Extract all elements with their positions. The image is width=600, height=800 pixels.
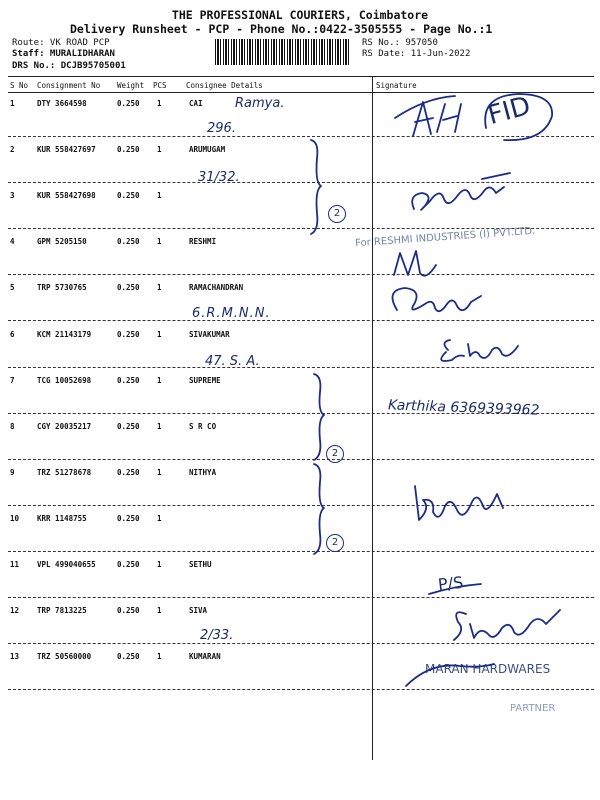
row-pcs: 1 — [157, 191, 162, 200]
company-title: THE PROFESSIONAL COURIERS, Coimbatore — [171, 8, 429, 22]
row-pcs: 1 — [157, 376, 162, 385]
handwritten-address: 47. S. A. — [205, 354, 260, 369]
handwritten-address: 6.R.M.N.N. — [192, 306, 271, 321]
table-top-border — [8, 76, 594, 77]
row-consignment: VPL 499040655 — [37, 560, 96, 569]
row-consignment: KUR 558427698 — [37, 191, 96, 200]
signature-scribble-icon — [400, 652, 500, 692]
row-consignment: GPM 5205150 — [37, 237, 87, 246]
row-sno: 4 — [10, 237, 15, 246]
row-weight: 0.250 — [117, 99, 140, 108]
row-weight: 0.250 — [117, 652, 140, 661]
row-sno: 7 — [10, 376, 15, 385]
col-signature: Signature — [376, 81, 417, 90]
circled-count: 2 — [326, 534, 344, 552]
rs-number: RS No.: 957050 — [362, 38, 438, 48]
row-weight: 0.250 — [117, 606, 140, 615]
row-consignee: KUMARAN — [189, 652, 221, 661]
row-consignment: TRP 5730765 — [37, 283, 87, 292]
row-pcs: 1 — [157, 422, 162, 431]
row-consignment: CGY 20035217 — [37, 422, 92, 431]
row-weight: 0.250 — [117, 191, 140, 200]
handwritten-address: 296. — [207, 121, 236, 136]
row-weight: 0.250 — [117, 468, 140, 477]
row-separator — [8, 459, 594, 460]
handwritten-name: Ramya. — [235, 96, 285, 111]
row-separator — [8, 551, 594, 552]
row-sno: 13 — [10, 652, 20, 661]
circled-count: 2 — [326, 445, 344, 463]
signature-scribble-icon — [440, 600, 570, 650]
handwritten-address: 2/33. — [200, 628, 234, 643]
row-consignee: RESHMI — [189, 237, 217, 246]
row-pcs: 1 — [157, 330, 162, 339]
row-consignment: KRR 1148755 — [37, 514, 87, 523]
handwritten-address: 31/32. — [198, 170, 240, 185]
row-consignment: TRP 7813225 — [37, 606, 87, 615]
row-pcs: 1 — [157, 652, 162, 661]
row-consignment: TRZ 51278678 — [37, 468, 92, 477]
signature-ps: P/S — [437, 572, 465, 595]
runsheet-subtitle: Delivery Runsheet - PCP - Phone No.:0422-3505555 - Page No.:1 — [70, 22, 493, 36]
signature-karthika: Karthika 6369393962 — [387, 397, 540, 419]
row-consignment: TCG 10052698 — [37, 376, 92, 385]
row-consignee: ARUMUGAM — [189, 145, 226, 154]
signature-column-divider — [372, 76, 373, 760]
row-consignment: KUR 558427697 — [37, 145, 96, 154]
row-consignment: KCM 21143179 — [37, 330, 92, 339]
row-weight: 0.250 — [117, 514, 140, 523]
row-separator — [8, 274, 594, 275]
barcode — [215, 39, 350, 65]
row-consignee: CAI — [189, 99, 203, 108]
row-sno: 3 — [10, 191, 15, 200]
signature-scribble-icon — [400, 165, 540, 225]
row-pcs: 1 — [157, 560, 162, 569]
row-sno: 10 — [10, 514, 20, 523]
brace-icon — [305, 138, 345, 238]
row-weight: 0.250 — [117, 376, 140, 385]
route-label: Route: VK ROAD PCP — [12, 38, 110, 48]
row-weight: 0.250 — [117, 330, 140, 339]
row-sno: 11 — [10, 560, 20, 569]
row-pcs: 1 — [157, 99, 162, 108]
row-pcs: 1 — [157, 606, 162, 615]
row-sno: 2 — [10, 145, 15, 154]
row-sno: 12 — [10, 606, 20, 615]
row-sno: 8 — [10, 422, 15, 431]
row-pcs: 1 — [157, 237, 162, 246]
col-consignment: Consignment No — [37, 81, 101, 90]
company-stamp: For RESHMI INDUSTRIES (I) PVT.LTD. — [354, 225, 536, 250]
company-stamp: MARAN HARDWARES — [425, 662, 551, 676]
row-consignee: NITHYA — [189, 468, 217, 477]
row-pcs: 1 — [157, 283, 162, 292]
signature-scribble-icon — [405, 478, 525, 533]
row-consignee: RAMACHANDRAN — [189, 283, 244, 292]
drs-number: DRS No.: DCJB95705001 — [12, 61, 126, 71]
col-pcs: PCS — [153, 81, 167, 90]
row-weight: 0.250 — [117, 283, 140, 292]
signature-scribble-icon — [385, 280, 515, 325]
row-sno: 6 — [10, 330, 15, 339]
row-pcs: 1 — [157, 514, 162, 523]
circled-count: 2 — [328, 205, 346, 223]
row-consignee: SIVA — [189, 606, 208, 615]
row-pcs: 1 — [157, 468, 162, 477]
circle-scribble-icon — [480, 88, 560, 148]
col-sno: S No — [10, 81, 29, 90]
col-consignee: Consignee Details — [186, 81, 263, 90]
col-weight: Weight — [117, 81, 145, 90]
signature-scribble-icon — [430, 330, 530, 370]
partner-stamp: PARTNER — [510, 703, 556, 714]
row-consignee: SUPREME — [189, 376, 221, 385]
signature-fid: FID — [484, 90, 534, 132]
row-separator — [8, 689, 594, 690]
row-weight: 0.250 — [117, 145, 140, 154]
row-consignee: S R CO — [189, 422, 217, 431]
row-sno: 1 — [10, 99, 15, 108]
row-consignment: DTY 3664598 — [37, 99, 87, 108]
row-weight: 0.250 — [117, 237, 140, 246]
row-weight: 0.250 — [117, 560, 140, 569]
rs-date: RS Date: 11-Jun-2022 — [362, 49, 471, 59]
staff-label: Staff: MURALIDHARAN — [12, 49, 115, 59]
row-sno: 9 — [10, 468, 15, 477]
row-consignment: TRZ 50560000 — [37, 652, 92, 661]
row-weight: 0.250 — [117, 422, 140, 431]
row-separator — [8, 597, 594, 598]
row-sno: 5 — [10, 283, 15, 292]
row-consignee: SETHU — [189, 560, 212, 569]
row-pcs: 1 — [157, 145, 162, 154]
underline-scribble-icon — [425, 570, 485, 600]
row-consignee: SIVAKUMAR — [189, 330, 230, 339]
